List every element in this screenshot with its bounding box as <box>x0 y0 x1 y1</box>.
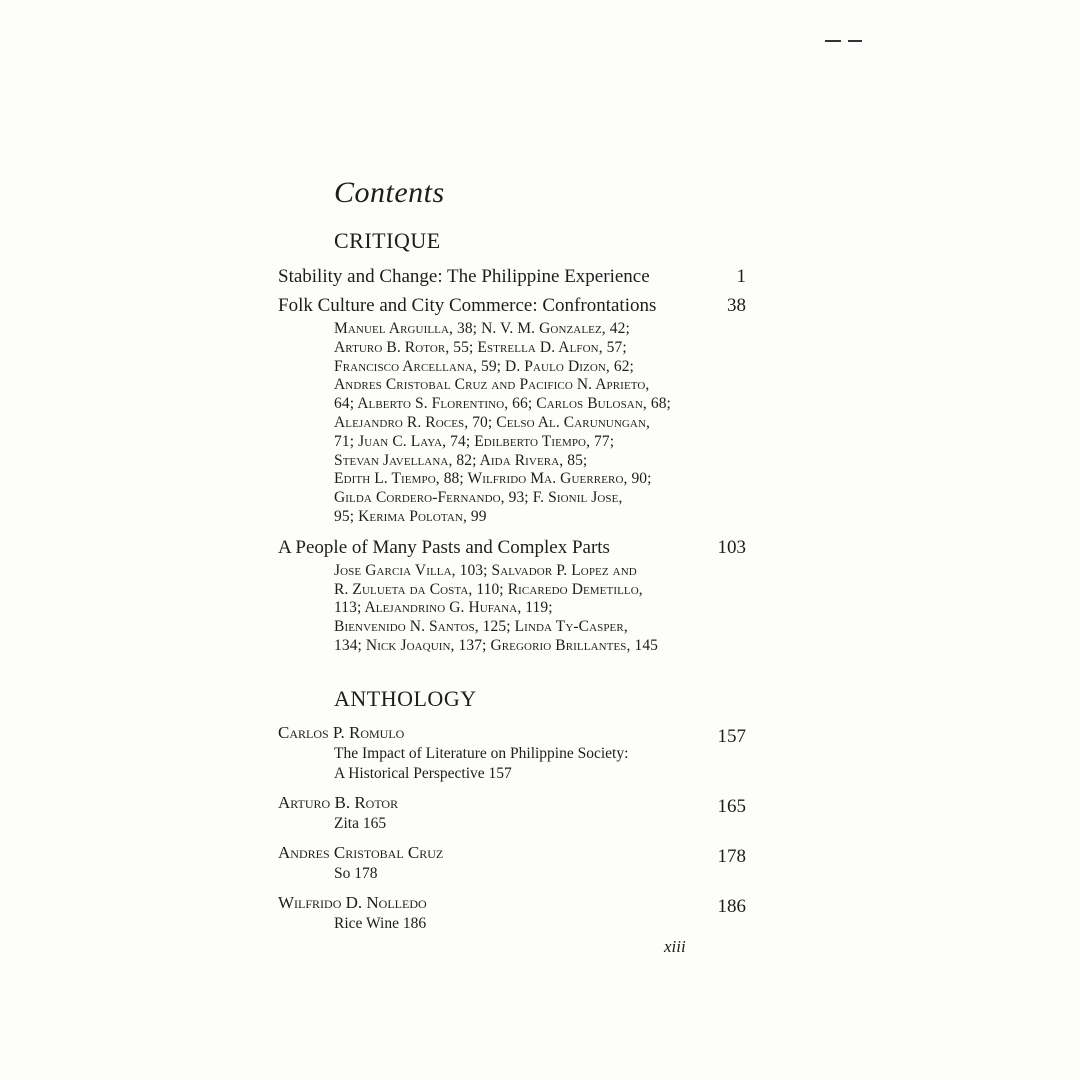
toc-entry <box>278 533 746 656</box>
page-number: 165 <box>717 796 746 817</box>
critique-list <box>278 262 746 656</box>
author-list <box>334 562 746 656</box>
author-line: Stevan Javellana, 82; Aida Rivera, 85; <box>334 451 588 469</box>
entry-author: Carlos P. Romulo <box>278 723 405 742</box>
section-title-critique: CRITIQUE <box>334 228 441 253</box>
author-line: Alejandro R. Roces, 70; Celso Al. Carunungan, <box>334 413 650 431</box>
anthology-list <box>278 722 746 934</box>
entry-author: Arturo B. Rotor <box>278 793 399 812</box>
author-line: Manuel Arguilla, 38; N. V. M. Gonzalez, 42; <box>334 320 630 337</box>
work-line: Rice Wine 186 <box>334 915 427 932</box>
toc-entry <box>278 291 746 527</box>
author-list <box>334 320 746 527</box>
corner-dash <box>848 40 862 42</box>
toc-entry <box>278 892 746 934</box>
work-title <box>334 814 746 834</box>
work-line: Zita 165 <box>334 815 387 832</box>
entry-title: Folk Culture and City Commerce: Confrontations <box>278 295 657 316</box>
toc-entry <box>278 262 746 291</box>
author-line: Edith L. Tiempo, 88; Wilfrido Ma. Guerrero, 90; <box>334 470 652 488</box>
author-line: Bienvenido N. Santos, 125; Linda Ty-Casper, <box>334 618 628 636</box>
author-line: R. Zulueta da Costa, 110; Ricaredo Demetillo, <box>334 580 643 598</box>
toc-entry <box>278 792 746 834</box>
corner-dash <box>825 40 841 42</box>
author-line: Arturo B. Rotor, 55; Estrella D. Alfon, 57; <box>334 338 627 356</box>
toc-entry <box>278 842 746 884</box>
author-line: 64; Alberto S. Florentino, 66; Carlos Bulosan, 68; <box>334 395 671 413</box>
entry-title: Stability and Change: The Philippine Experience <box>278 266 650 287</box>
section-title-anthology: ANTHOLOGY <box>334 686 477 711</box>
page-number: 178 <box>717 846 746 867</box>
page-number: 103 <box>717 536 746 558</box>
page-number: 1 <box>736 266 746 287</box>
entry-title: A People of Many Pasts and Complex Parts <box>278 536 610 558</box>
work-title <box>334 744 746 784</box>
page-number: 157 <box>717 726 746 747</box>
page-title: Contents <box>334 176 445 209</box>
work-line: A Historical Perspective 157 <box>334 765 512 782</box>
page-number: 186 <box>717 896 746 917</box>
folio-page-number: xiii <box>664 937 686 956</box>
page-number: 38 <box>727 295 746 316</box>
author-line: Francisco Arcellana, 59; D. Paulo Dizon, 62; <box>334 357 634 375</box>
entry-author: Wilfrido D. Nolledo <box>278 893 427 912</box>
work-title <box>334 864 746 884</box>
author-line: 71; Juan C. Laya, 74; Edilberto Tiempo, 77; <box>334 432 615 450</box>
toc-entry <box>278 722 746 784</box>
author-line: Gilda Cordero-Fernando, 93; F. Sionil Jose, <box>334 489 623 507</box>
author-line: 113; Alejandrino G. Hufana, 119; <box>334 599 553 617</box>
work-title <box>334 914 746 934</box>
author-line: Jose Garcia Villa, 103; Salvador P. Lopez and <box>334 561 637 579</box>
work-line: The Impact of Literature on Philippine Society: <box>334 745 629 762</box>
author-line: 134; Nick Joaquin, 137; Gregorio Brillantes, 145 <box>334 636 659 654</box>
author-line: Andres Cristobal Cruz and Pacifico N. Aprieto, <box>334 376 650 394</box>
entry-author: Andres Cristobal Cruz <box>278 843 444 862</box>
work-line: So 178 <box>334 865 378 882</box>
author-line: 95; Kerima Polotan, 99 <box>334 507 487 525</box>
